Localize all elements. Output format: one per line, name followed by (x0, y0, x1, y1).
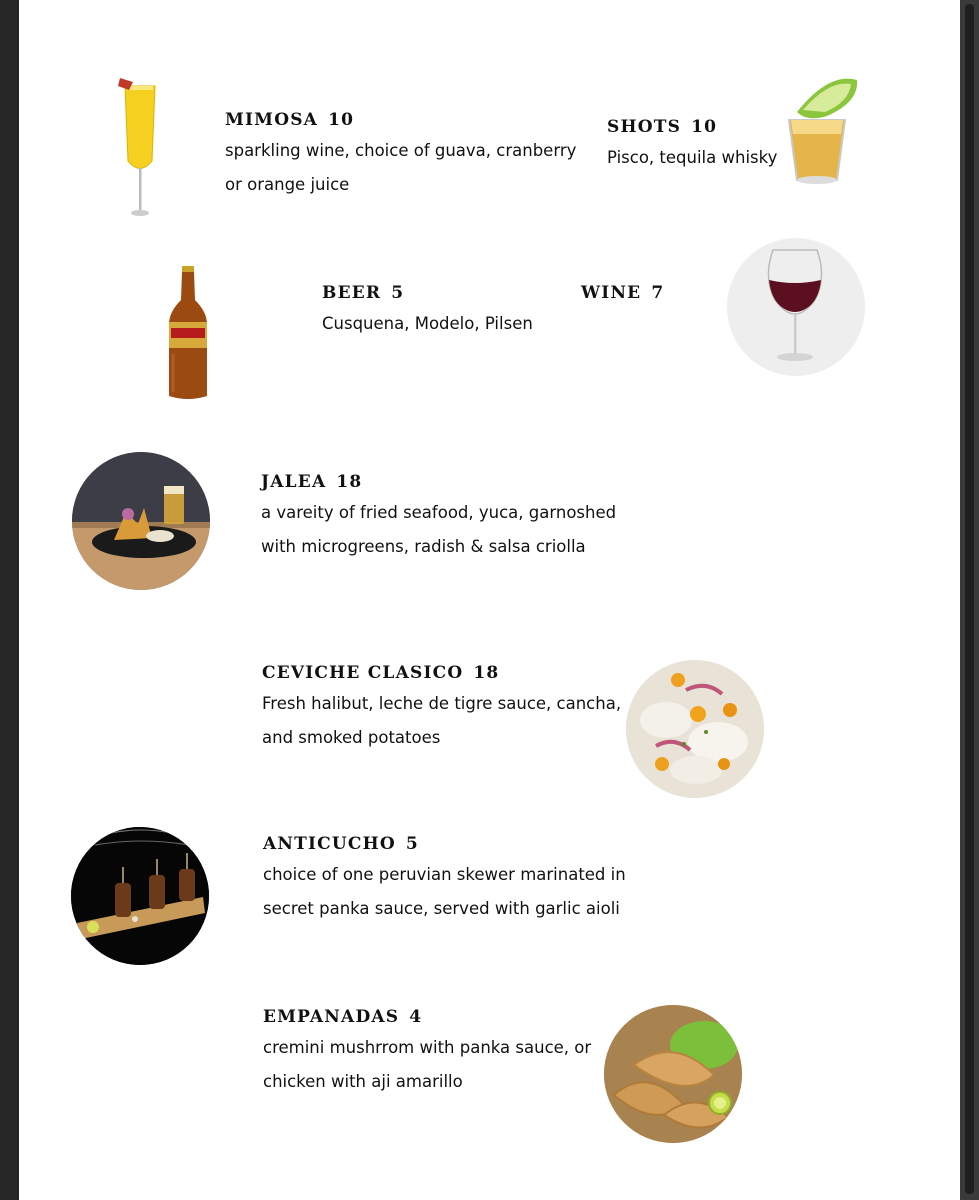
menu-item-anticucho (263, 834, 626, 926)
viewer-scrollbar[interactable] (960, 0, 979, 1200)
item-name: WINE (581, 283, 642, 303)
wine-image (727, 238, 865, 376)
viewer-left-edge (0, 0, 19, 1200)
item-desc-line: cremini mushrrom with panka sauce, or (263, 1038, 592, 1057)
empanadas-image (604, 1005, 742, 1143)
item-price: 18 (473, 663, 500, 683)
item-name: BEER (322, 283, 382, 303)
item-desc-line: and smoked potatoes (262, 728, 441, 747)
mimosa-glass-icon (115, 76, 165, 218)
item-desc-line: Pisco, tequila whisky (607, 148, 778, 167)
menu-item-shots (607, 117, 777, 175)
menu-item-mimosa (225, 110, 576, 202)
item-price: 5 (405, 834, 419, 854)
mimosa-image (115, 76, 165, 218)
item-price: 10 (328, 110, 355, 130)
item-desc-line: Cusquena, Modelo, Pilsen (322, 314, 533, 333)
empanadas-photo (604, 1005, 742, 1143)
wine-glass-icon (727, 238, 865, 376)
item-desc-line: choice of one peruvian skewer marinated in (263, 865, 626, 884)
item-desc-line: a vareity of fried seafood, yuca, garnoshed (261, 503, 617, 522)
item-price: 7 (651, 283, 665, 303)
anticucho-image (71, 827, 209, 965)
shots-image (767, 72, 867, 190)
item-name: ANTICUCHO (263, 834, 396, 854)
item-desc-line: sparkling wine, choice of guava, cranberry (225, 141, 577, 160)
beer-bottle-icon (167, 264, 209, 402)
item-price: 5 (391, 283, 405, 303)
item-desc-line: with microgreens, radish & salsa criolla (261, 537, 586, 556)
item-name: JALEA (261, 472, 327, 492)
menu-item-beer (322, 283, 533, 341)
item-desc-line: Fresh halibut, leche de tigre sauce, cancha, (262, 694, 622, 713)
item-desc-line: secret panka sauce, served with garlic aioli (263, 899, 620, 918)
menu-item-wine (581, 283, 664, 303)
item-name: SHOTS (607, 117, 682, 137)
ceviche-image (626, 660, 764, 798)
menu-item-ceviche-clasico (262, 663, 621, 755)
anticucho-skewers-photo (71, 827, 209, 965)
item-desc-line: or orange juice (225, 175, 350, 194)
item-price: 10 (691, 117, 718, 137)
item-name: MIMOSA (225, 110, 319, 130)
jalea-image (72, 452, 210, 590)
item-name: CEVICHE CLASICO (262, 663, 464, 683)
item-price: 18 (336, 472, 363, 492)
item-price: 4 (409, 1007, 423, 1027)
beer-image (167, 264, 209, 402)
scrollbar-thumb[interactable] (965, 4, 974, 1194)
menu-item-jalea (261, 472, 616, 564)
menu-item-empanadas (263, 1007, 591, 1099)
shot-glass-icon (767, 72, 867, 190)
ceviche-photo (626, 660, 764, 798)
item-name: EMPANADAS (263, 1007, 400, 1027)
menu-page (19, 0, 960, 1200)
jalea-plate-photo (72, 452, 210, 590)
item-desc-line: chicken with aji amarillo (263, 1072, 463, 1091)
